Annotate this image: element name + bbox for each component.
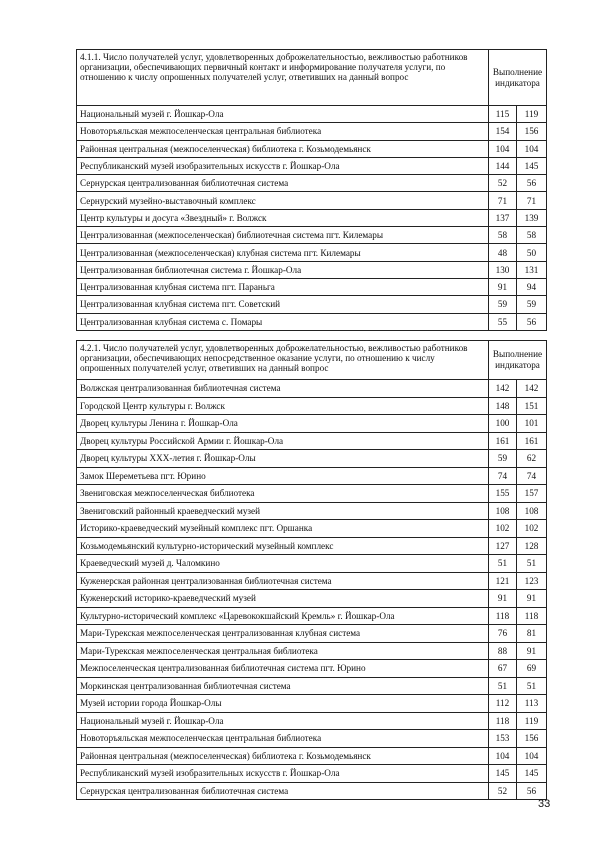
organization-name-cell: Новоторъяльская межпоселенческая центральная библиотека	[77, 123, 489, 140]
respondents-total-cell: 157	[517, 485, 547, 503]
respondents-satisfied-cell: 153	[489, 730, 517, 748]
table-row	[77, 123, 547, 140]
table-row	[77, 313, 547, 330]
organization-name-cell: Республиканский музей изобразительных искусств г. Йошкар-Ола	[77, 157, 489, 174]
respondents-total-cell: 156	[517, 123, 547, 140]
table-row	[77, 730, 547, 748]
organization-name-cell: Куженерская районная централизованная библиотечная система	[77, 572, 489, 590]
respondents-satisfied-cell: 74	[489, 467, 517, 485]
respondents-total-cell: 51	[517, 555, 547, 573]
table-row	[77, 712, 547, 730]
table-row	[77, 590, 547, 608]
respondents-satisfied-cell: 59	[489, 296, 517, 313]
organization-name-cell: Волжская централизованная библиотечная система	[77, 380, 489, 398]
table-header-description: 4.2.1. Число получателей услуг, удовлетворенных доброжелательностью, вежливостью работников организации, обеспечивающих непосредственное оказание услуги, по отношению к числу опрошенных получателей услуг, ответивших на данный вопрос	[77, 341, 489, 380]
respondents-satisfied-cell: 127	[489, 537, 517, 555]
respondents-satisfied-cell: 121	[489, 572, 517, 590]
respondents-total-cell: 145	[517, 157, 547, 174]
organization-name-cell: Звениговский районный краеведческий музей	[77, 502, 489, 520]
organization-name-cell: Сернурская централизованная библиотечная система	[77, 175, 489, 192]
respondents-satisfied-cell: 112	[489, 695, 517, 713]
organization-name-cell: Районная центральная (межпоселенческая) библиотека г. Козьмодемьянск	[77, 747, 489, 765]
organization-name-cell: Республиканский музей изобразительных искусств г. Йошкар-Ола	[77, 765, 489, 783]
respondents-total-cell: 62	[517, 450, 547, 468]
respondents-total-cell: 74	[517, 467, 547, 485]
organization-name-cell: Сернурская централизованная библиотечная система	[77, 782, 489, 800]
organization-name-cell: Краеведческий музей д. Чаломкино	[77, 555, 489, 573]
organization-name-cell: Новоторъяльская межпоселенческая центральная библиотека	[77, 730, 489, 748]
respondents-satisfied-cell: 71	[489, 192, 517, 209]
respondents-satisfied-cell: 144	[489, 157, 517, 174]
table-row	[77, 415, 547, 433]
table-row	[77, 502, 547, 520]
respondents-satisfied-cell: 91	[489, 278, 517, 295]
table-row	[77, 450, 547, 468]
respondents-total-cell: 91	[517, 590, 547, 608]
respondents-satisfied-cell: 52	[489, 175, 517, 192]
table-row	[77, 261, 547, 278]
table-row	[77, 572, 547, 590]
table-row	[77, 432, 547, 450]
organization-name-cell: Централизованная библиотечная система г. Йошкар-Ола	[77, 261, 489, 278]
table-row	[77, 209, 547, 226]
organization-name-cell: Централизованная клубная система с. Помары	[77, 313, 489, 330]
respondents-satisfied-cell: 55	[489, 313, 517, 330]
respondents-total-cell: 58	[517, 227, 547, 244]
indicator-column-header: Выполнение индикатора	[489, 341, 547, 380]
organization-name-cell: Централизованная клубная система пгт. Советский	[77, 296, 489, 313]
respondents-total-cell: 131	[517, 261, 547, 278]
respondents-satisfied-cell: 51	[489, 555, 517, 573]
respondents-total-cell: 108	[517, 502, 547, 520]
respondents-satisfied-cell: 155	[489, 485, 517, 503]
organization-name-cell: Межпоселенческая централизованная библиотечная система пгт. Юрино	[77, 660, 489, 678]
respondents-satisfied-cell: 91	[489, 590, 517, 608]
organization-name-cell: Дворец культуры Российской Армии г. Йошкар-Ола	[77, 432, 489, 450]
respondents-total-cell: 113	[517, 695, 547, 713]
respondents-satisfied-cell: 102	[489, 520, 517, 538]
respondents-satisfied-cell: 145	[489, 765, 517, 783]
respondents-total-cell: 69	[517, 660, 547, 678]
respondents-total-cell: 104	[517, 140, 547, 157]
respondents-total-cell: 142	[517, 380, 547, 398]
respondents-satisfied-cell: 88	[489, 642, 517, 660]
respondents-total-cell: 123	[517, 572, 547, 590]
respondents-satisfied-cell: 59	[489, 450, 517, 468]
organization-name-cell: Централизованная (межпоселенческая) библиотечная система пгт. Килемары	[77, 227, 489, 244]
page-number: 33	[538, 798, 551, 810]
table-row	[77, 175, 547, 192]
organization-name-cell: Национальный музей г. Йошкар-Ола	[77, 106, 489, 123]
table-row	[77, 555, 547, 573]
respondents-total-cell: 71	[517, 192, 547, 209]
table-row	[77, 782, 547, 800]
respondents-total-cell: 118	[517, 607, 547, 625]
table-header-description: 4.1.1. Число получателей услуг, удовлетворенных доброжелательностью, вежливостью работников организации, обеспечивающих первичный контакт и информирование получателя услуги, по отношению к числу опрошенных получателей услуг, ответивших на данный вопрос	[77, 50, 489, 106]
table-row	[77, 244, 547, 261]
table-header-row	[77, 50, 547, 106]
table-row	[77, 485, 547, 503]
table-row	[77, 607, 547, 625]
respondents-satisfied-cell: 142	[489, 380, 517, 398]
respondents-satisfied-cell: 118	[489, 607, 517, 625]
table-row	[77, 397, 547, 415]
indicator-table-4-2-1	[76, 340, 547, 800]
organization-name-cell: Козьмодемьянский культурно-исторический музейный комплекс	[77, 537, 489, 555]
organization-name-cell: Куженерский историко-краеведческий музей	[77, 590, 489, 608]
organization-name-cell: Районная центральная (межпоселенческая) библиотека г. Козьмодемьянск	[77, 140, 489, 157]
respondents-satisfied-cell: 154	[489, 123, 517, 140]
respondents-total-cell: 139	[517, 209, 547, 226]
organization-name-cell: Историко-краеведческий музейный комплекс пгт. Оршанка	[77, 520, 489, 538]
table-row	[77, 677, 547, 695]
respondents-total-cell: 119	[517, 712, 547, 730]
organization-name-cell: Городской Центр культуры г. Волжск	[77, 397, 489, 415]
table-body	[77, 50, 547, 331]
organization-name-cell: Централизованная (межпоселенческая) клубная система пгт. Килемары	[77, 244, 489, 261]
respondents-total-cell: 156	[517, 730, 547, 748]
respondents-total-cell: 81	[517, 625, 547, 643]
organization-name-cell: Центр культуры и досуга «Звездный» г. Волжск	[77, 209, 489, 226]
respondents-total-cell: 104	[517, 747, 547, 765]
respondents-total-cell: 161	[517, 432, 547, 450]
respondents-satisfied-cell: 76	[489, 625, 517, 643]
table-row	[77, 380, 547, 398]
table-row	[77, 296, 547, 313]
respondents-satisfied-cell: 52	[489, 782, 517, 800]
respondents-total-cell: 56	[517, 175, 547, 192]
organization-name-cell: Сернурский музейно-выставочный комплекс	[77, 192, 489, 209]
organization-name-cell: Дворец культуры Ленина г. Йошкар-Ола	[77, 415, 489, 433]
respondents-total-cell: 102	[517, 520, 547, 538]
table-row	[77, 520, 547, 538]
respondents-total-cell: 128	[517, 537, 547, 555]
table-row	[77, 227, 547, 244]
table-row	[77, 467, 547, 485]
organization-name-cell: Мари-Турекская межпоселенческая центральная библиотека	[77, 642, 489, 660]
organization-name-cell: Дворец культуры XXX-летия г. Йошкар-Олы	[77, 450, 489, 468]
respondents-total-cell: 94	[517, 278, 547, 295]
table-row	[77, 625, 547, 643]
respondents-satisfied-cell: 104	[489, 747, 517, 765]
respondents-satisfied-cell: 108	[489, 502, 517, 520]
organization-name-cell: Музей истории города Йошкар-Олы	[77, 695, 489, 713]
respondents-total-cell: 119	[517, 106, 547, 123]
table-row	[77, 537, 547, 555]
respondents-satisfied-cell: 104	[489, 140, 517, 157]
table-row	[77, 106, 547, 123]
organization-name-cell: Культурно-исторический комплекс «Царевококшайский Кремль» г. Йошкар-Ола	[77, 607, 489, 625]
table-row	[77, 140, 547, 157]
organization-name-cell: Мари-Турекская межпоселенческая централизованная клубная система	[77, 625, 489, 643]
table-row	[77, 192, 547, 209]
respondents-total-cell: 59	[517, 296, 547, 313]
respondents-total-cell: 101	[517, 415, 547, 433]
respondents-satisfied-cell: 161	[489, 432, 517, 450]
respondents-satisfied-cell: 67	[489, 660, 517, 678]
respondents-satisfied-cell: 115	[489, 106, 517, 123]
respondents-total-cell: 56	[517, 313, 547, 330]
organization-name-cell: Замок Шереметьева пгт. Юрино	[77, 467, 489, 485]
indicator-column-header: Выполнение индикатора	[489, 50, 547, 106]
organization-name-cell: Централизованная клубная система пгт. Параньга	[77, 278, 489, 295]
respondents-satisfied-cell: 100	[489, 415, 517, 433]
respondents-satisfied-cell: 130	[489, 261, 517, 278]
table-row	[77, 660, 547, 678]
respondents-total-cell: 91	[517, 642, 547, 660]
respondents-total-cell: 145	[517, 765, 547, 783]
organization-name-cell: Национальный музей г. Йошкар-Ола	[77, 712, 489, 730]
respondents-satisfied-cell: 51	[489, 677, 517, 695]
organization-name-cell: Моркинская централизованная библиотечная система	[77, 677, 489, 695]
organization-name-cell: Звениговская межпоселенческая библиотека	[77, 485, 489, 503]
respondents-satisfied-cell: 118	[489, 712, 517, 730]
respondents-satisfied-cell: 48	[489, 244, 517, 261]
respondents-satisfied-cell: 148	[489, 397, 517, 415]
table-row	[77, 695, 547, 713]
respondents-total-cell: 51	[517, 677, 547, 695]
respondents-total-cell: 56	[517, 782, 547, 800]
respondents-total-cell: 50	[517, 244, 547, 261]
table-row	[77, 157, 547, 174]
respondents-satisfied-cell: 58	[489, 227, 517, 244]
table-row	[77, 765, 547, 783]
indicator-table-4-1-1	[76, 49, 547, 331]
respondents-total-cell: 151	[517, 397, 547, 415]
table-row	[77, 642, 547, 660]
table-row	[77, 747, 547, 765]
table-row	[77, 278, 547, 295]
table-header-row	[77, 341, 547, 380]
respondents-satisfied-cell: 137	[489, 209, 517, 226]
table-body	[77, 341, 547, 800]
